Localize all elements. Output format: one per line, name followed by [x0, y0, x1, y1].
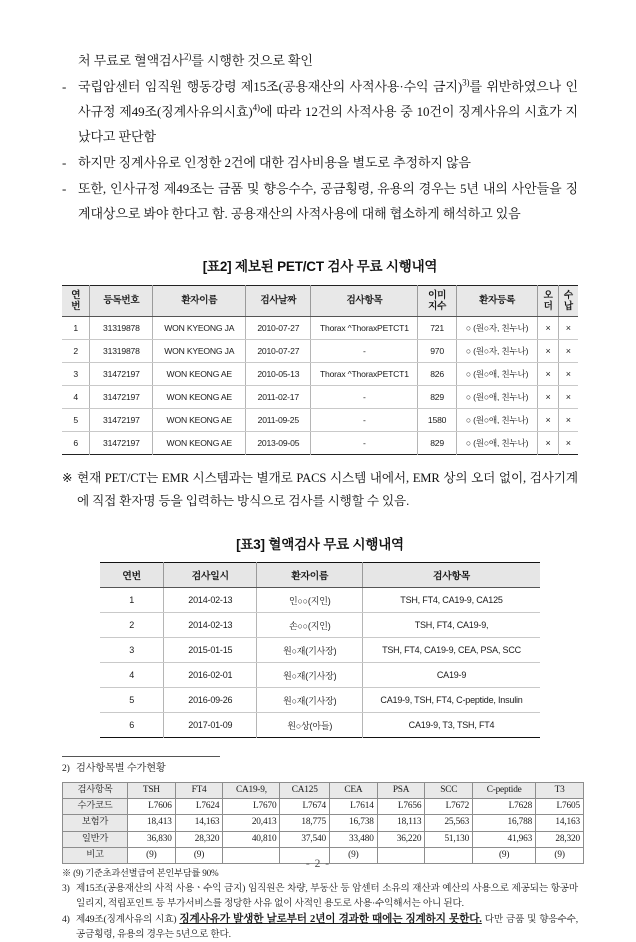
cell-regnum: 31472197: [90, 409, 153, 432]
table3-col-exam-item: 검사항목: [363, 563, 540, 588]
price-cell: 40,810: [223, 831, 280, 847]
table2-col-payment: 수 납: [558, 286, 578, 317]
table2-caption: [표2] 제보된 PET/CT 검사 무료 시행내역: [202, 259, 438, 274]
cell-payment: ×: [558, 363, 578, 386]
table-row: [62, 363, 578, 386]
price-col-c-peptide: C-peptide: [473, 782, 536, 798]
table-price-list: [62, 782, 584, 865]
table2-col-exam-item: 검사항목: [311, 286, 418, 317]
footnote-2-star-note: ※ (9) 기준초과선별급여 본인부담률 90%: [62, 868, 219, 879]
price-cell: 20,413: [223, 815, 280, 831]
bullet-1-part-b: 를 위반하였으나 인사규정 제49조(징계사유의시효): [78, 79, 579, 119]
cell-exam-item: -: [311, 340, 418, 363]
table-row: [62, 386, 578, 409]
table-row: [63, 831, 584, 847]
footnote-4-number: 4): [62, 914, 70, 926]
bullet-1-part-c: 에 따라 12건의 사적사용 중 10건이 징계사유의 시효가 지났다고 판단함: [78, 104, 579, 144]
table2-col-image-count: 이미 지수: [418, 286, 456, 317]
cell-payment: ×: [558, 317, 578, 340]
price-cell: L7624: [175, 798, 223, 814]
price-cell: 18,413: [128, 815, 176, 831]
table2-body: [62, 317, 578, 455]
table-row: [100, 638, 540, 663]
cell-seq: 1: [62, 317, 90, 340]
table2-col-patient-name: 환자이름: [153, 286, 246, 317]
price-cell: 36,220: [377, 831, 425, 847]
cell-image-count: 829: [418, 386, 456, 409]
price-cell: 16,738: [330, 815, 378, 831]
price-row-label: 비고: [63, 848, 128, 864]
bullet-1-part-a: 국립암센터 임직원 행동강령 제15조(공용재산의 사적사용·수익 금지): [78, 79, 463, 94]
cell-patient-registration: ○ (원○애, 친누나): [456, 409, 538, 432]
table3-wrapper: [100, 562, 540, 738]
price-cell: L7614: [330, 798, 378, 814]
cell-exam-item: -: [311, 409, 418, 432]
footnote-3-number: 3): [62, 883, 70, 895]
bullet-item-3: [62, 176, 578, 226]
bullet-item-1: [62, 74, 578, 149]
cell-patient-registration: ○ (원○자, 친누나): [456, 340, 538, 363]
cell-seq: 4: [62, 386, 90, 409]
price-row-label: 보험가: [63, 815, 128, 831]
price-table-body: [63, 798, 584, 864]
price-row-label: 수가코드: [63, 798, 128, 814]
footnote-4-part-a: 제49조(징계사유의 시효): [76, 914, 180, 926]
bullet-dash: -: [62, 155, 67, 170]
price-cell: 14,163: [175, 815, 223, 831]
table-row: [63, 798, 584, 814]
footnote-ref-3: 3): [462, 77, 470, 88]
table2-col-order: 오 더: [538, 286, 558, 317]
cell-exam-datetime: 2015-01-15: [164, 638, 257, 663]
cell-patient-name: 원○재(기사장): [257, 638, 363, 663]
cell-image-count: 970: [418, 340, 456, 363]
cell-seq: 3: [100, 638, 164, 663]
price-col-tsh: TSH: [128, 782, 176, 798]
footnote-2-number: 2): [62, 763, 70, 774]
price-cell: 18,775: [280, 815, 330, 831]
price-col-psa: PSA: [377, 782, 425, 798]
table-row: [100, 588, 540, 613]
page-content: [62, 48, 578, 942]
footnote-4-part-b: 다만 금품 및 향응수수, 공금횡령, 유용의 경우는 5년으로 한다.: [76, 914, 578, 940]
cell-patient-registration: ○ (원○애, 친누나): [456, 432, 538, 455]
footnote-4-emphasis: 징계사유가 발생한 날로부터 2년이 경과한 때에는 징계하지 못한다.: [179, 914, 482, 926]
cell-patient-name: 원○상(아들): [257, 713, 363, 738]
price-cell: 33,480: [330, 831, 378, 847]
cell-order: ×: [538, 386, 558, 409]
cell-exam-datetime: 2014-02-13: [164, 588, 257, 613]
price-cell: 25,563: [425, 815, 473, 831]
table-pet-ct: [62, 285, 578, 455]
cell-exam-item: Thorax ^ThoraxPETCT1: [311, 363, 418, 386]
cell-seq: 1: [100, 588, 164, 613]
price-cell: (9): [175, 848, 223, 864]
cell-order: ×: [538, 317, 558, 340]
cell-order: ×: [538, 363, 558, 386]
footnote-4-text: [76, 913, 578, 942]
cell-exam-datetime: 2014-02-13: [164, 613, 257, 638]
price-cell: 14,163: [536, 815, 584, 831]
table2-col-regnum: 등독번호: [90, 286, 153, 317]
cell-patient-name: WON KEONG AE: [153, 409, 246, 432]
table3-col-patient-name: 환자이름: [257, 563, 363, 588]
footnote-2-title: 검사항목별 수가현황: [76, 763, 166, 774]
cell-patient-name: WON KEONG AE: [153, 432, 246, 455]
price-cell: 37,540: [280, 831, 330, 847]
cell-exam-date: 2013-09-05: [246, 432, 311, 455]
cell-exam-item: CA19-9, T3, TSH, FT4: [408, 720, 495, 730]
cell-exam-datetime: 2016-09-26: [164, 688, 257, 713]
cell-order: ×: [538, 432, 558, 455]
bullet-item-2: [62, 150, 578, 175]
price-row-label: 일반가: [63, 831, 128, 847]
price-cell: (9): [128, 848, 176, 864]
cell-patient-name: 손○○(지인): [257, 613, 363, 638]
cell-regnum: 31319878: [90, 317, 153, 340]
cell-image-count: 721: [418, 317, 456, 340]
cell-exam-date: 2011-09-25: [246, 409, 311, 432]
footnote-section: [62, 762, 578, 942]
price-table-header-row: [63, 782, 584, 798]
table3-col-seq: 연번: [100, 563, 164, 588]
cell-order: ×: [538, 340, 558, 363]
price-cell: 28,320: [536, 831, 584, 847]
intro-paragraph-block: [62, 48, 578, 226]
price-col-ca19-9: CA19-9,: [223, 782, 280, 798]
cell-payment: ×: [558, 340, 578, 363]
price-cell: 41,963: [473, 831, 536, 847]
bullet-text-1: [78, 74, 578, 149]
price-cell: L7606: [128, 798, 176, 814]
cell-patient-name: WON KYEONG JA: [153, 317, 246, 340]
cell-seq: 3: [62, 363, 90, 386]
table-blood-test: [100, 562, 540, 738]
table3-caption: [표3] 혈액검사 무료 시행내역: [236, 537, 404, 552]
price-cell: L7656: [377, 798, 425, 814]
table-row: [62, 340, 578, 363]
price-cell: 51,130: [425, 831, 473, 847]
cell-seq: 2: [62, 340, 90, 363]
cell-seq: 5: [62, 409, 90, 432]
table2-col-seq: 연 번: [62, 286, 90, 317]
cell-regnum: 31472197: [90, 363, 153, 386]
bullet-dash: -: [62, 181, 67, 196]
cell-payment: ×: [558, 386, 578, 409]
table-row: [100, 613, 540, 638]
cell-regnum: 31472197: [90, 386, 153, 409]
table-row: [62, 409, 578, 432]
cell-image-count: 826: [418, 363, 456, 386]
footnote-ref-4: 4): [252, 102, 260, 113]
price-cell: (9): [473, 848, 536, 864]
price-cell: (9): [536, 848, 584, 864]
price-col-ca125: CA125: [280, 782, 330, 798]
lead-line-text: 처 무료로 혈액검사: [78, 53, 184, 68]
bullet-text-3: 또한, 인사규정 제49조는 금품 및 향응수수, 공금횡령, 유용의 경우는 5년 내의 사안들을 징계대상으로 봐야 한다고 함. 공용재산의 사적사용에 대해 협소하게 해석하고 있음: [78, 181, 578, 221]
cell-seq: 5: [100, 688, 164, 713]
cell-exam-date: 2010-07-27: [246, 317, 311, 340]
cell-payment: ×: [558, 409, 578, 432]
table-row-highlighted: [100, 688, 540, 713]
price-cell: L7672: [425, 798, 473, 814]
cell-exam-item: TSH, FT4, CA19-9,: [363, 613, 540, 638]
cell-patient-registration: ○ (원○애, 친누나): [456, 363, 538, 386]
cell-image-count: 829: [418, 432, 456, 455]
cell-image-count: 1580: [418, 409, 456, 432]
cell-patient-name: 인○○(지인): [257, 588, 363, 613]
footnote-3: [62, 882, 578, 911]
cell-exam-item: -: [311, 432, 418, 455]
table2-note: [62, 467, 578, 513]
cell-seq: 4: [100, 663, 164, 688]
note-star-icon: ※: [62, 471, 73, 485]
price-col-item: 검사항목: [63, 782, 128, 798]
bullet-dash: -: [62, 79, 67, 94]
price-cell: L7670: [223, 798, 280, 814]
price-cell: L7605: [536, 798, 584, 814]
table3-col-exam-datetime: 검사일시: [164, 563, 257, 588]
price-cell: L7628: [473, 798, 536, 814]
footnote-4: [62, 913, 578, 942]
price-cell: 28,320: [175, 831, 223, 847]
lead-line-tail: 를 시행한 것으로 확인: [191, 53, 313, 68]
cell-regnum: 31319878: [90, 340, 153, 363]
cell-patient-registration: ○ (원○애, 친누나): [456, 386, 538, 409]
table2-header-row: [62, 286, 578, 317]
cell-exam-item: -: [311, 386, 418, 409]
table3-header-row: [100, 563, 540, 588]
cell-seq: 2: [100, 613, 164, 638]
cell-exam-date: 2010-05-13: [246, 363, 311, 386]
table-row-highlighted: [100, 713, 540, 738]
bullet-text-2: 하지만 징계사유로 인정한 2건에 대한 검사비용을 별도로 추정하지 않음: [78, 155, 471, 170]
cell-payment: ×: [565, 438, 571, 448]
table-row: [63, 815, 584, 831]
cell-exam-item: CA19-9, TSH, FT4, C-peptide, Insulin: [363, 688, 540, 713]
footnote-2: [62, 762, 578, 780]
note-text: 현재 PET/CT는 EMR 시스템과는 별개로 PACS 시스템 내에서, EMR 상의 오더 없이, 검사기계에 직접 환자명 등을 입력하는 방식으로 검사를 시행할 수 있음.: [77, 471, 578, 508]
price-cell: L7674: [280, 798, 330, 814]
price-col-ft4: FT4: [175, 782, 223, 798]
cell-regnum: 31472197: [90, 432, 153, 455]
price-cell: 36,830: [128, 831, 176, 847]
cell-exam-item: CA19-9: [363, 663, 540, 688]
cell-exam-item: Thorax ^ThoraxPETCT1: [311, 317, 418, 340]
table2-col-patient-registration: 환자등록: [456, 286, 538, 317]
cell-exam-date: 2011-02-17: [246, 386, 311, 409]
cell-exam-item: TSH, FT4, CA19-9, CEA, PSA, SCC: [363, 638, 540, 663]
cell-patient-name: WON KEONG AE: [153, 386, 246, 409]
cell-order: ×: [538, 409, 558, 432]
cell-exam-datetime: 2016-02-01: [164, 663, 257, 688]
table-row: [100, 663, 540, 688]
price-col-cea: CEA: [330, 782, 378, 798]
cell-patient-registration: ○ (원○자, 친누나): [456, 317, 538, 340]
table2-col-exam-date: 검사날짜: [246, 286, 311, 317]
footnote-ref-2: 2): [183, 51, 192, 62]
price-col-scc: SCC: [425, 782, 473, 798]
footnote-divider: [62, 756, 220, 757]
cell-seq: 6: [100, 713, 164, 738]
price-col-t3: T3: [536, 782, 584, 798]
table-row: [62, 432, 578, 455]
cell-patient-name: 원○재(기사장): [257, 663, 363, 688]
cell-exam-item: TSH, FT4, CA19-9, CA125: [363, 588, 540, 613]
price-cell: 16,788: [473, 815, 536, 831]
table-row: [62, 317, 578, 340]
price-cell: (9): [330, 848, 378, 864]
cell-exam-datetime: 2017-01-09: [164, 713, 257, 738]
page-number: - 2 -: [305, 858, 331, 870]
cell-patient-name: WON KYEONG JA: [153, 340, 246, 363]
cell-seq: 6: [62, 432, 90, 455]
footnote-3-text: 제15조(공용재산의 사적 사용ㆍ수익 금지) 임직원은 차량, 부동산 등 암센터 소유의 재산과 예산의 사용으로 제공되는 항공마일리지, 적립포인트 등 부가서비스를 정당한 사유 없이 사적인 용도로 사용·수익해서는 아니 된다.: [76, 883, 578, 909]
cell-patient-name: WON KEONG AE: [153, 363, 246, 386]
lead-line: [62, 48, 578, 73]
price-cell: 18,113: [377, 815, 425, 831]
cell-patient-name: 원○재(기사장): [257, 688, 363, 713]
cell-exam-date: 2010-07-27: [246, 340, 311, 363]
table3-body: [100, 588, 540, 738]
